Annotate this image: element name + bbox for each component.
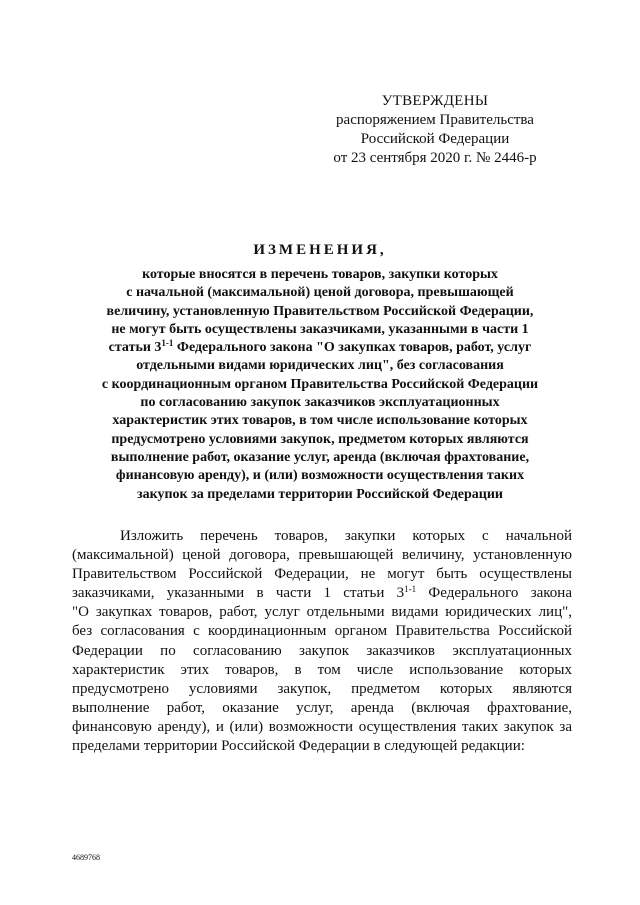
subtitle-line: отдельными видами юридических лиц", без согласования	[136, 358, 504, 374]
subtitle-line: которые вносятся в перечень товаров, закупки которых	[142, 267, 498, 282]
document-number: 4689768	[72, 853, 100, 862]
body-article-ref: заказчиками, указанными в части 1 статьи 3	[72, 585, 405, 602]
subtitle-line: закупок за пределами территории Российской Федерации	[137, 486, 503, 502]
document-title: ИЗМЕНЕНИЯ,	[253, 242, 387, 258]
approval-line-authority: распоряжением Правительства	[336, 112, 534, 128]
body-line: финансовую аренду), и (или) возможности осуществления таких закупок за	[72, 718, 572, 735]
subtitle-line: характеристик этих товаров, в том числе использование которых	[112, 413, 528, 429]
body-law-ref: Федерального закона	[416, 585, 572, 602]
approval-line-date-number: от 23 сентября 2020 г. № 2446-р	[333, 150, 537, 166]
approval-block	[330, 92, 540, 168]
body-paragraph	[72, 527, 572, 756]
subtitle-article-superscript: 1-1	[161, 338, 174, 349]
subtitle-line: выполнение работ, оказание услуг, аренда (включая фрахтование,	[110, 449, 530, 465]
subtitle-law-ref: Федерального закона "О закупках товаров, работ, услуг	[173, 340, 532, 356]
approval-heading: УТВЕРЖДЕНЫ	[381, 93, 489, 109]
subtitle-line: с координационным органом Правительства Российской Федерации	[101, 376, 539, 392]
subtitle-line: величину, установленную Правительством Российской Федерации,	[106, 303, 534, 319]
subtitle-line: финансовую аренду), и (или) возможности осуществления таких	[115, 468, 525, 484]
subtitle-article-ref: статьи 3	[108, 340, 162, 356]
document-subtitle	[60, 266, 580, 504]
body-line: характеристик этих товаров, в том числе использование которых	[72, 661, 572, 678]
body-line: пределами территории Российской Федерации в следующей редакции:	[72, 738, 525, 755]
body-line: без согласования с координационным органом Правительства Российской	[72, 623, 572, 640]
subtitle-line: не могут быть осуществлены заказчиками, указанными в части 1	[111, 321, 529, 337]
body-article-superscript: 1-1	[404, 584, 417, 595]
body-line: предусмотрено условиями закупок, предметом которых являются	[72, 680, 572, 697]
body-line: Изложить перечень товаров, закупки которых с начальной	[120, 528, 572, 544]
subtitle-line: по согласованию закупок заказчиков эксплуатационных	[140, 395, 500, 411]
body-line: "О закупках товаров, работ, услуг отдельными видами юридических лиц",	[72, 604, 572, 621]
body-line: Правительством Российской Федерации, не могут быть осуществлены	[72, 566, 572, 583]
approval-line-country: Российской Федерации	[360, 131, 510, 147]
subtitle-line: предусмотрено условиями закупок, предметом которых являются	[111, 431, 529, 447]
body-line: выполнение работ, оказание услуг, аренда (включая фрахтование,	[72, 699, 572, 716]
body-line	[72, 584, 572, 603]
subtitle-line	[60, 339, 580, 357]
body-line: Федерации по согласованию закупок заказчиков эксплуатационных	[72, 642, 572, 659]
body-line: (максимальной) ценой договора, превышающей величину, установленную	[72, 547, 572, 564]
subtitle-line: с начальной (максимальной) ценой договора, превышающей	[126, 285, 514, 301]
